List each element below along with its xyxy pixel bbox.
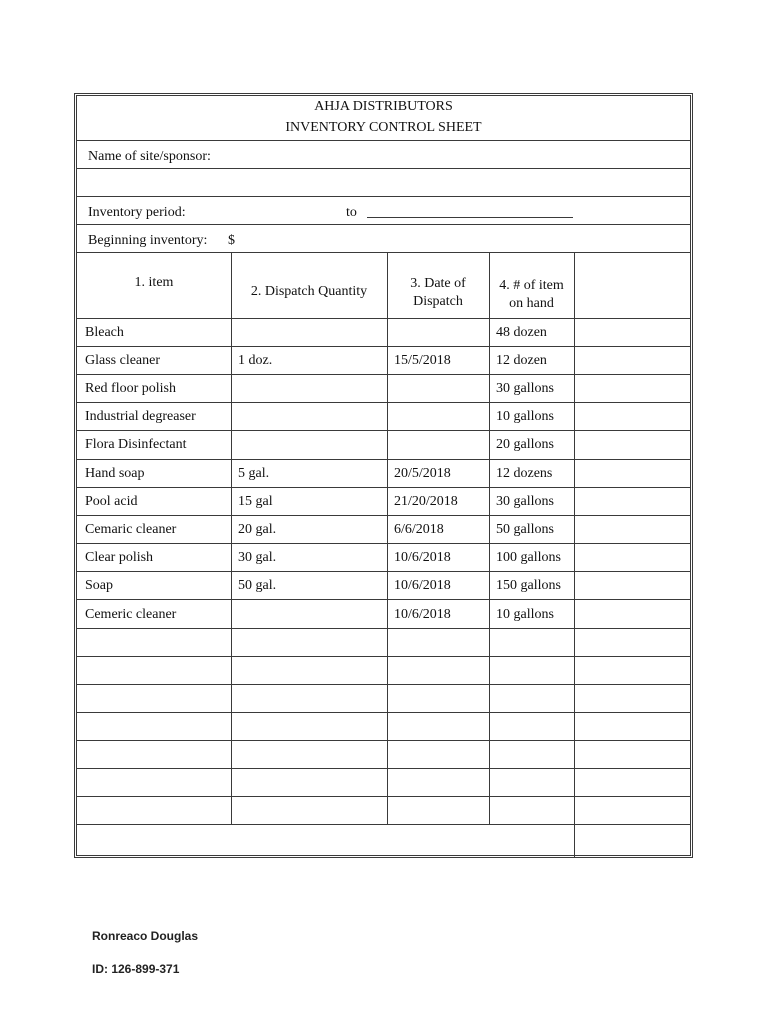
sheet-title: INVENTORY CONTROL SHEET xyxy=(285,120,482,135)
table-rule xyxy=(77,656,690,657)
cell-item: Soap xyxy=(85,578,113,593)
cell-quantity: 5 gal. xyxy=(238,466,270,481)
cell-date: 6/6/2018 xyxy=(394,522,444,537)
inventory-period-to: to xyxy=(346,205,357,220)
cell-date: 10/6/2018 xyxy=(394,607,451,622)
divider xyxy=(77,140,690,141)
cell-item: Glass cleaner xyxy=(85,353,161,368)
cell-item: Cemaric cleaner xyxy=(85,522,177,537)
cell-onhand: 10 gallons xyxy=(496,409,554,424)
cell-item: Cemeric cleaner xyxy=(85,607,177,622)
cell-quantity: 1 doz. xyxy=(238,353,273,368)
table-rule xyxy=(77,628,690,629)
table-rule xyxy=(77,543,690,544)
column-header-date-line1: 3. Date of xyxy=(410,276,466,291)
cell-onhand: 10 gallons xyxy=(496,607,554,622)
cell-quantity: 20 gal. xyxy=(238,522,277,537)
table-rule xyxy=(77,487,690,488)
cell-item: Red floor polish xyxy=(85,381,176,396)
cell-onhand: 30 gallons xyxy=(496,494,554,509)
table-rule xyxy=(77,346,690,347)
cell-onhand: 150 gallons xyxy=(496,578,561,593)
cell-date: 15/5/2018 xyxy=(394,353,451,368)
cell-onhand: 12 dozen xyxy=(496,353,547,368)
cell-onhand: 50 gallons xyxy=(496,522,554,537)
table-rule xyxy=(77,430,690,431)
column-header-onhand-line2: on hand xyxy=(509,296,554,311)
table-rule xyxy=(77,684,690,685)
table-rule xyxy=(77,374,690,375)
cell-item: Clear polish xyxy=(85,550,154,565)
column-header-dispatch-quantity: 2. Dispatch Quantity xyxy=(250,284,368,299)
cell-item: Pool acid xyxy=(85,494,138,509)
cell-onhand: 48 dozen xyxy=(496,325,547,340)
table-rule xyxy=(77,515,690,516)
cell-quantity: 30 gal. xyxy=(238,550,277,565)
site-sponsor-label: Name of site/sponsor: xyxy=(88,149,211,164)
column-rule xyxy=(231,252,232,824)
column-header-onhand-line1: 4. # of item xyxy=(499,278,564,293)
beginning-inventory-label: Beginning inventory: xyxy=(88,233,208,248)
author-name: Ronreaco Douglas xyxy=(92,929,199,943)
cell-item: Hand soap xyxy=(85,466,145,481)
cell-item: Bleach xyxy=(85,325,124,340)
cell-onhand: 30 gallons xyxy=(496,381,554,396)
column-header-item: 1. item xyxy=(134,275,174,290)
column-rule xyxy=(387,252,388,824)
table-rule xyxy=(77,824,690,825)
divider xyxy=(77,252,690,253)
column-rule xyxy=(489,252,490,824)
table-rule xyxy=(77,318,690,319)
divider xyxy=(77,168,690,169)
inventory-period-label: Inventory period: xyxy=(88,205,186,220)
cell-onhand: 100 gallons xyxy=(496,550,561,565)
table-rule xyxy=(77,796,690,797)
inventory-sheet xyxy=(74,93,693,858)
divider xyxy=(77,196,690,197)
cell-date: 10/6/2018 xyxy=(394,550,451,565)
table-rule xyxy=(77,599,690,600)
table-rule xyxy=(77,459,690,460)
currency-symbol: $ xyxy=(228,233,235,248)
cell-quantity: 50 gal. xyxy=(238,578,277,593)
column-header-date-line2: Dispatch xyxy=(413,294,463,309)
cell-date: 21/20/2018 xyxy=(394,494,458,509)
table-rule xyxy=(77,402,690,403)
cell-item: Industrial degreaser xyxy=(85,409,196,424)
cell-quantity: 15 gal xyxy=(238,494,273,509)
table-rule xyxy=(77,740,690,741)
cell-item: Flora Disinfectant xyxy=(85,437,187,452)
divider xyxy=(77,224,690,225)
table-rule xyxy=(77,571,690,572)
cell-date: 10/6/2018 xyxy=(394,578,451,593)
company-name: AHJA DISTRIBUTORS xyxy=(314,99,453,114)
cell-onhand: 20 gallons xyxy=(496,437,554,452)
table-rule xyxy=(77,712,690,713)
period-end-blank xyxy=(367,217,573,218)
column-rule xyxy=(574,252,575,858)
cell-date: 20/5/2018 xyxy=(394,466,451,481)
author-id: ID: 126-899-371 xyxy=(92,962,180,976)
cell-onhand: 12 dozens xyxy=(496,466,553,481)
table-rule xyxy=(77,768,690,769)
